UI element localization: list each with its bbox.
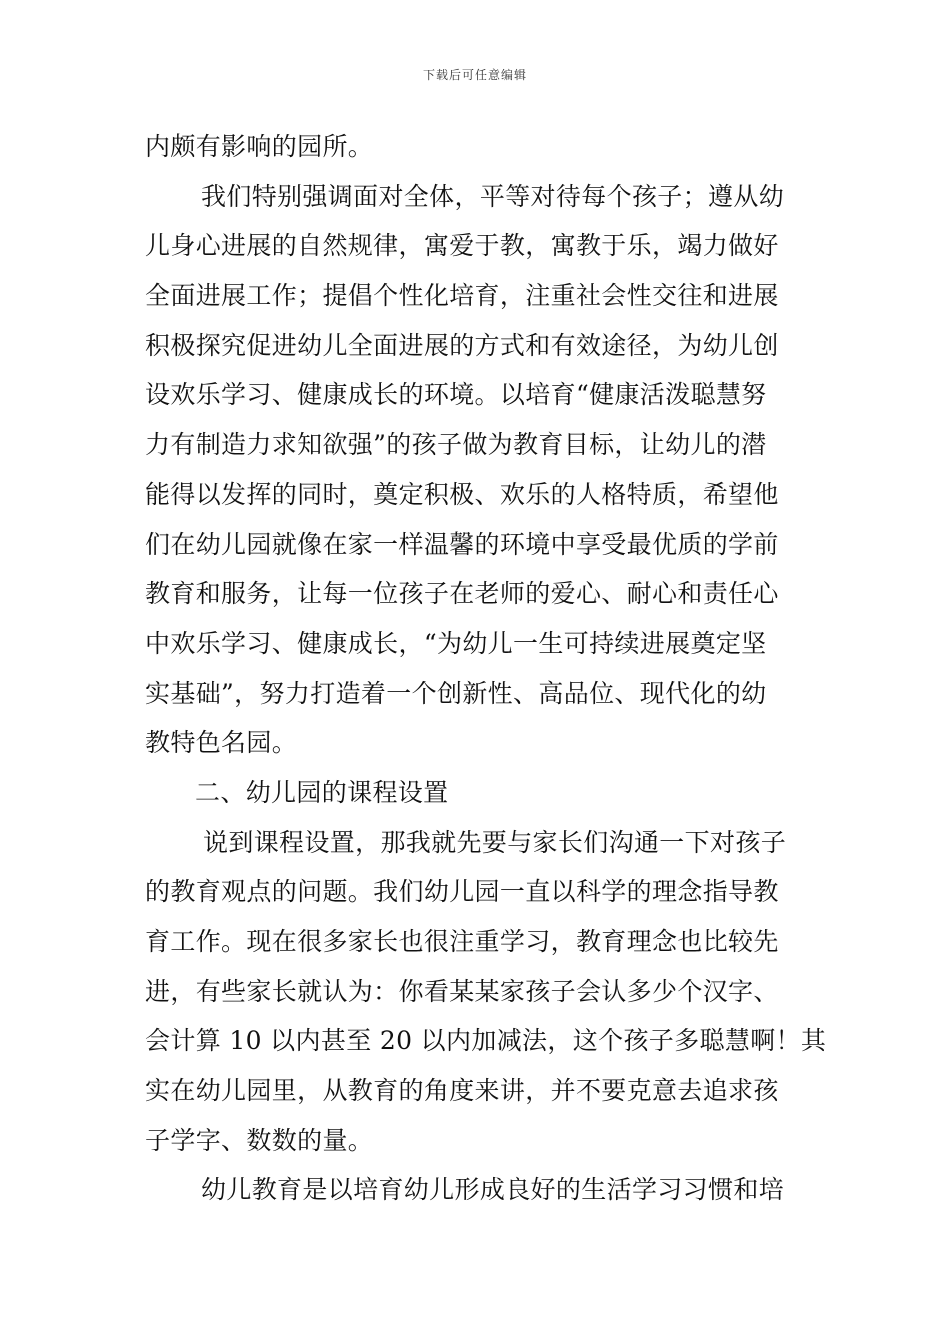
text-line: 会计算 10 以内甚至 20 以内加减法，这个孩子多聪慧啊！其	[145, 1026, 827, 1056]
paragraph-first-line: 我们特别强调面对全体，平等对待每个孩子；遵从幼	[201, 181, 785, 211]
text-line: 内颇有影响的园所。	[145, 132, 374, 161]
section-heading: 二、幼儿园的课程设置	[195, 777, 449, 807]
text-line: 实基础”，努力打造着一个创新性、高品位、现代化的幼	[145, 678, 767, 708]
header-note: 下载后可任意编辑	[422, 68, 527, 82]
text-line: 中欢乐学习、健康成长，“为幼儿一生可持续进展奠定坚	[145, 628, 767, 658]
text-line: 的教育观点的问题。我们幼儿园一直以科学的理念指导教	[145, 877, 779, 907]
text-line: 设欢乐学习、健康成长的环境。以培育“健康活泼聪慧努	[145, 380, 767, 410]
text-line: 能得以发挥的同时，奠定积极、欢乐的人格特质，希望他	[145, 479, 779, 509]
text-line: 实在幼儿园里，从教育的角度来讲，并不要克意去追求孩	[145, 1076, 779, 1106]
text-line: 们在幼儿园就像在家一样温馨的环境中享受最优质的学前	[145, 529, 779, 559]
document-body	[145, 122, 827, 1215]
paragraph-first-line: 幼儿教育是以培育幼儿形成良好的生活学习习惯和培	[201, 1175, 785, 1205]
text-line: 教特色名园。	[145, 728, 298, 758]
text-line: 育工作。现在很多家长也很注重学习，教育理念也比较先	[145, 927, 779, 956]
text-line: 子学字、数数的量。	[145, 1125, 374, 1155]
text-line: 力有制造力求知欲强”的孩子做为教育目标，让幼儿的潜	[145, 430, 767, 460]
paragraph-first-line: 说到课程设置，那我就先要与家长们沟通一下对孩子	[203, 827, 787, 857]
text-line: 积极探究促进幼儿全面进展的方式和有效途径，为幼儿创	[145, 330, 779, 360]
text-line: 全面进展工作；提倡个性化培育，注重社会性交往和进展	[145, 281, 779, 311]
text-line: 教育和服务，让每一位孩子在老师的爱心、耐心和责任心	[145, 579, 779, 609]
text-line: 进，有些家长就认为：你看某某家孩子会认多少个汉字、	[145, 976, 779, 1006]
text-line: 儿身心进展的自然规律，寓爱于教，寓教于乐，竭力做好	[145, 231, 779, 261]
